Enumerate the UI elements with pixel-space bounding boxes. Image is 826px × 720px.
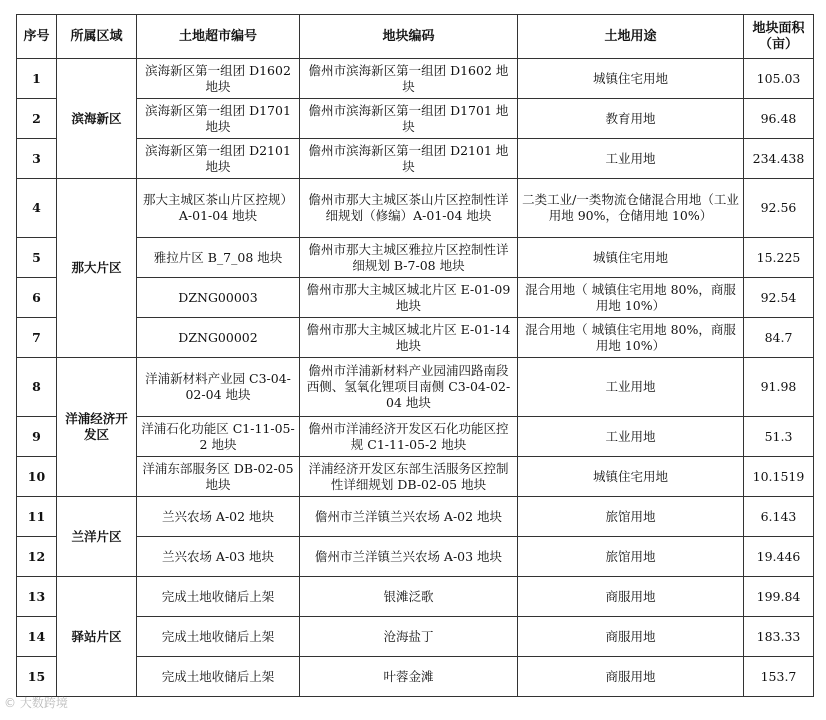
table-row <box>17 657 814 697</box>
cell-plot: 叶蓉金滩 <box>300 657 518 697</box>
cell-area: 234.438 <box>744 139 814 179</box>
cell-plot: 儋州市洋浦经济开发区石化功能区控规 C1-11-05-2 地块 <box>300 417 518 457</box>
cell-seq: 14 <box>17 617 57 657</box>
cell-region: 兰洋片区 <box>57 497 137 577</box>
cell-plot: 儋州市滨海新区第一组团 D2101 地块 <box>300 139 518 179</box>
cell-plot: 儋州市那大主城区茶山片区控制性详细规划（修编）A-01-04 地块 <box>300 179 518 238</box>
header-seq: 序号 <box>17 15 57 59</box>
cell-usage: 旅馆用地 <box>518 497 744 537</box>
cell-usage: 城镇住宅用地 <box>518 238 744 278</box>
cell-code: 完成土地收储后上架 <box>137 657 300 697</box>
cell-seq: 15 <box>17 657 57 697</box>
table-row <box>17 358 814 417</box>
cell-seq: 11 <box>17 497 57 537</box>
header-usage: 土地用途 <box>518 15 744 59</box>
cell-code: 滨海新区第一组团 D1701 地块 <box>137 99 300 139</box>
cell-code: 完成土地收储后上架 <box>137 617 300 657</box>
cell-usage: 混合用地（ 城镇住宅用地 80%，商服用地 10%） <box>518 318 744 358</box>
cell-seq: 8 <box>17 358 57 417</box>
cell-area: 91.98 <box>744 358 814 417</box>
table-row <box>17 617 814 657</box>
cell-usage: 城镇住宅用地 <box>518 457 744 497</box>
cell-area: 105.03 <box>744 59 814 99</box>
cell-usage: 二类工业/一类物流仓储混合用地（工业用地 90%，仓储用地 10%） <box>518 179 744 238</box>
cell-area: 183.33 <box>744 617 814 657</box>
cell-code: 兰兴农场 A-02 地块 <box>137 497 300 537</box>
cell-usage: 旅馆用地 <box>518 537 744 577</box>
cell-plot: 银滩泛歌 <box>300 577 518 617</box>
cell-seq: 7 <box>17 318 57 358</box>
cell-plot: 儋州市滨海新区第一组团 D1701 地块 <box>300 99 518 139</box>
header-supermarket-code: 土地超市编号 <box>137 15 300 59</box>
cell-usage: 工业用地 <box>518 417 744 457</box>
header-row <box>17 15 814 59</box>
land-table <box>16 14 814 697</box>
cell-seq: 9 <box>17 417 57 457</box>
cell-seq: 10 <box>17 457 57 497</box>
cell-usage: 城镇住宅用地 <box>518 59 744 99</box>
cell-area: 199.84 <box>744 577 814 617</box>
table-row <box>17 497 814 537</box>
cell-code: 雅拉片区 B_7_08 地块 <box>137 238 300 278</box>
cell-seq: 5 <box>17 238 57 278</box>
cell-plot: 儋州市那大主城区城北片区 E-01-09 地块 <box>300 278 518 318</box>
table-row <box>17 238 814 278</box>
table-row <box>17 139 814 179</box>
cell-plot: 儋州市兰洋镇兰兴农场 A-03 地块 <box>300 537 518 577</box>
cell-seq: 2 <box>17 99 57 139</box>
table-row <box>17 179 814 238</box>
cell-code: DZNG00003 <box>137 278 300 318</box>
cell-code: 洋浦新材料产业园 C3-04-02-04 地块 <box>137 358 300 417</box>
cell-seq: 6 <box>17 278 57 318</box>
cell-area: 92.54 <box>744 278 814 318</box>
cell-plot: 儋州市兰洋镇兰兴农场 A-02 地块 <box>300 497 518 537</box>
cell-usage: 商服用地 <box>518 657 744 697</box>
cell-code: 洋浦东部服务区 DB-02-05 地块 <box>137 457 300 497</box>
cell-region: 驿站片区 <box>57 577 137 697</box>
cell-area: 10.1519 <box>744 457 814 497</box>
cell-code: 洋浦石化功能区 C1-11-05-2 地块 <box>137 417 300 457</box>
cell-seq: 12 <box>17 537 57 577</box>
cell-plot: 洋浦经济开发区东部生活服务区控制性详细规划 DB-02-05 地块 <box>300 457 518 497</box>
table-row <box>17 457 814 497</box>
cell-area: 92.56 <box>744 179 814 238</box>
header-region: 所属区域 <box>57 15 137 59</box>
cell-seq: 1 <box>17 59 57 99</box>
cell-plot: 儋州市那大主城区雅拉片区控制性详细规划 B-7-08 地块 <box>300 238 518 278</box>
cell-code: DZNG00002 <box>137 318 300 358</box>
cell-plot: 沧海盐丁 <box>300 617 518 657</box>
cell-area: 15.225 <box>744 238 814 278</box>
cell-plot: 儋州市滨海新区第一组团 D1602 地块 <box>300 59 518 99</box>
cell-area: 19.446 <box>744 537 814 577</box>
cell-area: 6.143 <box>744 497 814 537</box>
cell-usage: 工业用地 <box>518 358 744 417</box>
cell-usage: 教育用地 <box>518 99 744 139</box>
cell-seq: 3 <box>17 139 57 179</box>
cell-area: 51.3 <box>744 417 814 457</box>
cell-code: 那大主城区茶山片区控规）A-01-04 地块 <box>137 179 300 238</box>
table-row <box>17 417 814 457</box>
cell-usage: 混合用地（ 城镇住宅用地 80%，商服用地 10%） <box>518 278 744 318</box>
table-row <box>17 59 814 99</box>
header-area: 地块面积（亩） <box>744 15 814 59</box>
cell-plot: 儋州市洋浦新材料产业园浦四路南段西侧、氢氧化锂项目南侧 C3-04-02-04 地块 <box>300 358 518 417</box>
cell-area: 153.7 <box>744 657 814 697</box>
cell-plot: 儋州市那大主城区城北片区 E-01-14 地块 <box>300 318 518 358</box>
watermark: © 大数跨境 <box>4 696 68 710</box>
cell-usage: 商服用地 <box>518 577 744 617</box>
table-row <box>17 537 814 577</box>
cell-code: 完成土地收储后上架 <box>137 577 300 617</box>
cell-area: 84.7 <box>744 318 814 358</box>
cell-region: 那大片区 <box>57 179 137 358</box>
table-row <box>17 577 814 617</box>
cell-region: 洋浦经济开发区 <box>57 358 137 497</box>
cell-area: 96.48 <box>744 99 814 139</box>
cell-code: 滨海新区第一组团 D1602 地块 <box>137 59 300 99</box>
cell-region: 滨海新区 <box>57 59 137 179</box>
table-row <box>17 318 814 358</box>
cell-usage: 商服用地 <box>518 617 744 657</box>
cell-code: 兰兴农场 A-03 地块 <box>137 537 300 577</box>
header-plot-code: 地块编码 <box>300 15 518 59</box>
cell-seq: 4 <box>17 179 57 238</box>
table-row <box>17 278 814 318</box>
cell-usage: 工业用地 <box>518 139 744 179</box>
cell-code: 滨海新区第一组团 D2101 地块 <box>137 139 300 179</box>
cell-seq: 13 <box>17 577 57 617</box>
table-row <box>17 99 814 139</box>
